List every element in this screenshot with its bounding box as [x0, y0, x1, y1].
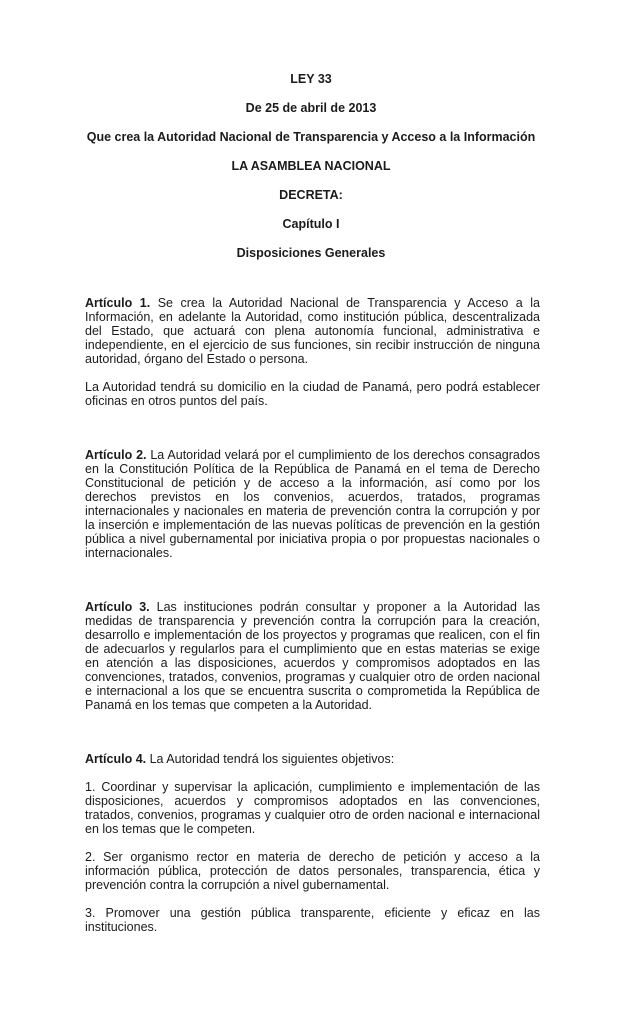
- document-body: [85, 296, 540, 934]
- article-paragraph: [85, 600, 540, 712]
- article-1-text: Se crea la Autoridad Nacional de Transparencia y Acceso a la Información, en adelante la Autoridad, como institución pública, descentralizada del Estado, que actuará con plena autonomía funcional, administrativa e independiente, en el ejercicio de sus funciones, sin recibir instrucción de ninguna autoridad, órgano del Estado o persona.: [85, 296, 541, 366]
- article-1: [85, 296, 540, 408]
- law-number-title: LEY 33: [290, 72, 332, 86]
- article-objective-item: 2. Ser organismo rector en materia de derecho de petición y acceso a la información pública, protección de datos personales, transparencia, ética y prevención contra la corrupción a nivel gubernamental.: [85, 850, 540, 892]
- article-paragraph: [85, 448, 540, 560]
- article-objective-item: 3. Promover una gestión pública transparente, eficiente y eficaz en las instituciones.: [85, 906, 540, 934]
- article-4-label: Artículo 4.: [85, 752, 147, 766]
- article-2-label: Artículo 2.: [85, 448, 147, 462]
- assembly-line: LA ASAMBLEA NACIONAL: [231, 159, 391, 173]
- article-3-label: Artículo 3.: [85, 600, 150, 614]
- law-subject-line: Que crea la Autoridad Nacional de Transparencia y Acceso a la Información: [86, 130, 536, 144]
- article-paragraph: [85, 296, 540, 366]
- article-paragraph: [85, 752, 540, 766]
- article-1-label: Artículo 1.: [85, 296, 151, 310]
- article-3: [85, 600, 540, 712]
- article-2: [85, 448, 540, 560]
- decreta-line: DECRETA:: [279, 188, 343, 202]
- article-3-text: Las instituciones podrán consultar y proponer a la Autoridad las medidas de transparencia y prevención contra la corrupción para la creación, desarrollo e implementación de los proyectos y programas que realicen, con el fin de adecuarlos y regularlos para el cumplimiento que en estas materias se exige en atención a las disposiciones, acuerdos y compromisos adoptados en las convenciones, tratados, convenios, programas y cualquier otro de orden nacional e internacional a los que se encuentra suscrita o comprometida la República de Panamá en los temas que competen a la Autoridad.: [85, 600, 540, 712]
- article-paragraph: La Autoridad tendrá su domicilio en la ciudad de Panamá, pero podrá establecer oficinas en otros puntos del país.: [85, 380, 540, 408]
- article-4: [85, 752, 540, 934]
- document-header: [0, 0, 622, 260]
- article-objective-item: 1. Coordinar y supervisar la aplicación, cumplimiento e implementación de las disposiciones, acuerdos y compromisos adoptados en las convenciones, tratados, convenios, programas y cualquier otro de orden nacional e internacional en los temas que le competen.: [85, 780, 540, 836]
- chapter-title: Capítulo I: [282, 217, 340, 231]
- chapter-subtitle: Disposiciones Generales: [236, 246, 386, 260]
- law-date-line: De 25 de abril de 2013: [245, 101, 377, 115]
- article-4-text: La Autoridad tendrá los siguientes objetivos:: [149, 752, 395, 766]
- article-2-text: La Autoridad velará por el cumplimiento de los derechos consagrados en la Constitución Política de la República de Panamá en el tema de Derecho Constitucional de petición y de acceso a la información, así como por los derechos previstos en los convenios, acuerdos, tratados, programas internacionales y nacionales en materia de prevención contra la corrupción y por la inserción e implementación de las nuevas políticas de prevención en la gestión pública a nivel gubernamental por iniciativa propia o por propuestas nacionales o internacionales.: [85, 448, 540, 560]
